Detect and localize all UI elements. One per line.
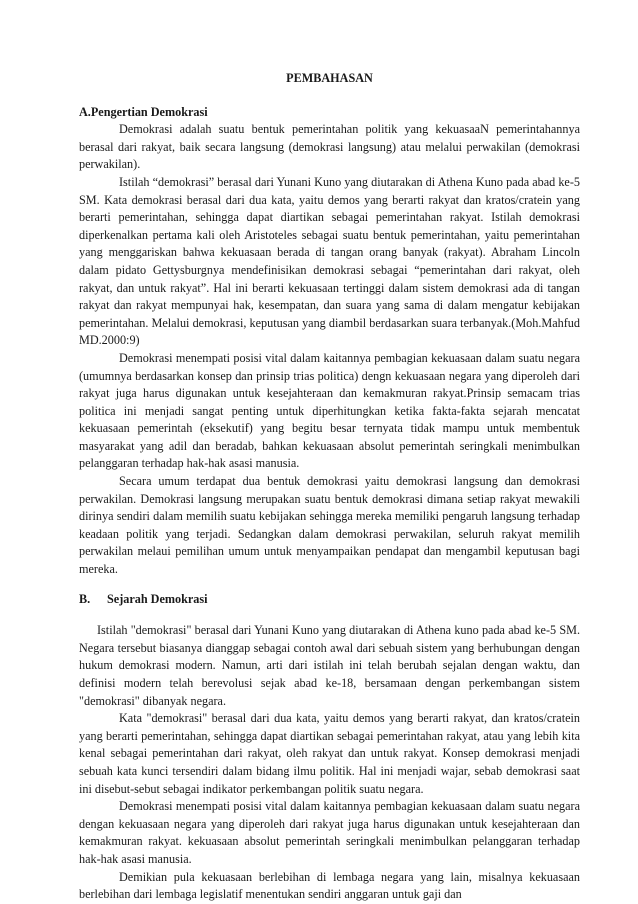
- section-b-paragraph-3: Demokrasi menempati posisi vital dalam kaitannya pembagian kekuasaan dalam suatu negara dengan kekuasaan negara yang diperoleh dari rakyat juga harus digunakan untuk kesejahteraan dan kemakmuran rakyat. kekuasaan absolut pemerintah seringkali menimbulkan pelanggaran terhadap hak-hak asasi manusia.: [79, 799, 580, 866]
- section-a-paragraph-3: Demokrasi menempati posisi vital dalam kaitannya pembagian kekuasaan dalam suatu negara (umumnya berdasarkan konsep dan prinsip trias politica) dengn kekuasaan negara yang diperoleh dari rakyat juga harus digunakan untuk kesejahteraan dan kemakmuran rakyat.Prinsip semacam trias politica ini menjadi sangat penting untuk diperhitungkan ketika fakta-fakta sejarah mencatat kekuasaan pemerintah (eksekutif) yang begitu besar ternyata tidak mampu untuk membentuk masyarakat yang adil dan beradab, bahkan kekuasaan absolut pemerintah seringkali menimbulkan pelanggaran terhadap hak-hak asasi manusia.: [79, 350, 580, 471]
- section-b-title: Sejarah Demokrasi: [107, 591, 208, 606]
- section-b-paragraph-4: Demikian pula kekuasaan berlebihan di lembaga negara yang lain, misalnya kekuasaan berlebihan dari lembaga legislatif menentukan sendiri anggaran untuk gaji dan: [79, 869, 580, 902]
- section-a-paragraph-1: Demokrasi adalah suatu bentuk pemerintahan politik yang kekuasaaN pemerintahannya berasal dari rakyat, baik secara langsung (demokrasi langsung) atau melalui perwakilan (demokrasi perwakilan).: [79, 122, 580, 172]
- section-a-paragraph-2: Istilah “demokrasi” berasal dari Yunani Kuno yang diutarakan di Athena Kuno pada abad ke-5 SM. Kata demokrasi berasal dari dua kata, yaitu demos yang berarti rakyat dan kratos/cratein yang berarti pemerintahan, sehingga dapat diartikan sebagai pemerintahan rakyat. Istilah demokrasi diperkenalkan pertama kali oleh Aristoteles sebagai suatu bentuk pemerintahan, yaitu pemerintahan yang menggariskan bahwa kekuasaan berada di tangan orang banyak (rakyat). Abraham Lincoln dalam pidato Gettysburgnya mendefinisikan demokrasi sebagai “pemerintahan dari rakyat, oleh rakyat, dan untuk rakyat”. Hal ini berarti kekuasaan tertinggi dalam sistem demokrasi ada di tangan rakyat dan rakyat mempunyai hak, kesempatan, dan suara yang sama di dalam mengatur kebijakan pemerintahan. Melalui demokrasi, keputusan yang diambil berdasarkan suara terbanyak.(Moh.Mahfud MD.2000:9): [79, 174, 580, 348]
- section-b-heading: [79, 591, 580, 609]
- section-a-heading: A.Pengertian Demokrasi: [79, 104, 208, 119]
- section-a-paragraph-4: Secara umum terdapat dua bentuk demokrasi yaitu demokrasi langsung dan demokrasi perwakilan. Demokrasi langsung merupakan suatu bentuk demokrasi dimana setiap rakyat mewakili dirinya sendiri dalam memilih suatu kebijakan sehingga mereka memiliki pengaruh langsung terhadap keadaan politik yang terjadi. Sedangkan dalam demokrasi perwakilan, seluruh rakyat memilih perwakilan melaui pemilihan umum untuk menyampaikan pendapat dan mengambil keputusan bagi mereka.: [79, 474, 580, 577]
- section-b-paragraph-1: Istilah "demokrasi" berasal dari Yunani Kuno yang diutarakan di Athena kuno pada abad ke-5 SM. Negara tersebut biasanya dianggap sebagai contoh awal dari sebuah sistem yang berhubungan dengan hukum demokrasi modern. Namun, arti dari istilah ini telah berubah sejalan dengan waktu, dan definisi modern telah berevolusi sejak abad ke-18, bersamaan dengan perkembangan sistem "demokrasi" dibanyak negara.: [79, 623, 580, 708]
- section-b-number: B.: [79, 591, 91, 606]
- page-title: PEMBAHASAN: [286, 71, 373, 85]
- section-b-paragraph-2: Kata "demokrasi" berasal dari dua kata, yaitu demos yang berarti rakyat, dan kratos/cratein yang berarti pemerintahan, sehingga dapat diartikan sebagai pemerintahan rakyat, atau yang lebih kita kenal sebagai pemerintahan dari rakyat, oleh rakyat dan untuk rakyat. Konsep demokrasi menjadi sebuah kata kunci tersendiri dalam bidang ilmu politik. Hal ini menjadi wajar, sebab demokrasi saat ini disebut-sebut sebagai indikator perkembangan politik suatu negara.: [79, 711, 580, 796]
